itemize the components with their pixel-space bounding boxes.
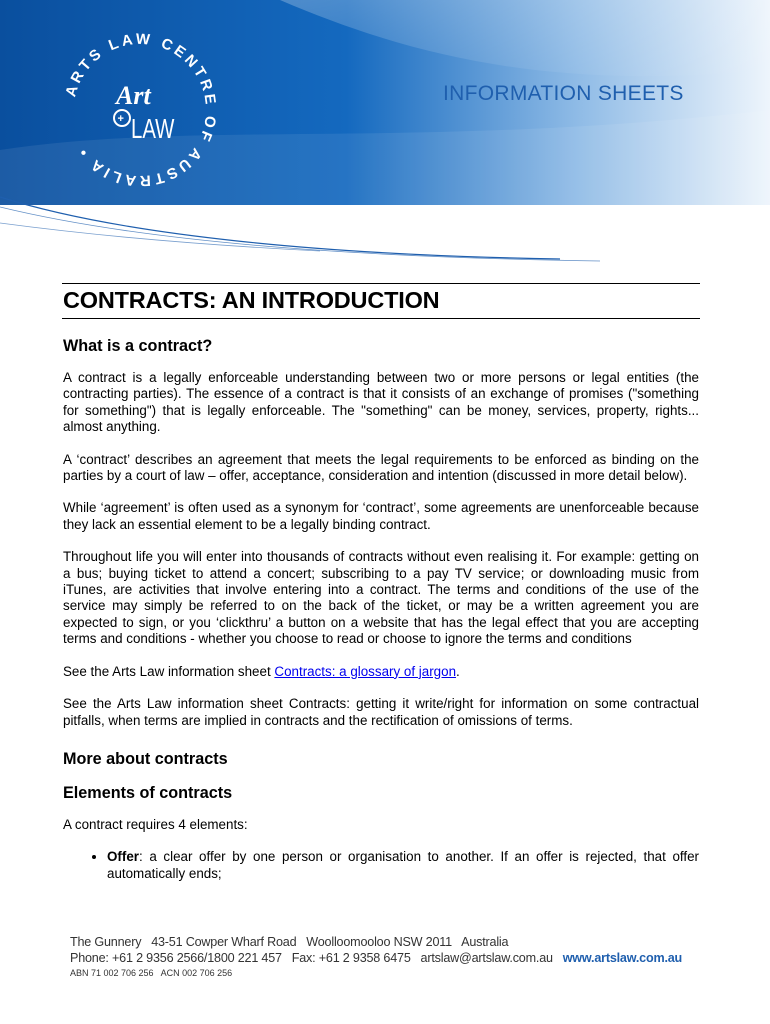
- glossary-link[interactable]: Contracts: a glossary of jargon: [274, 663, 457, 679]
- footer: [70, 935, 682, 978]
- paragraph-5-suffix: .: [456, 663, 460, 679]
- document-title: CONTRACTS: AN INTRODUCTION: [63, 287, 440, 313]
- section-heading-what-is-contract: What is a contract?: [63, 337, 213, 355]
- paragraph-2: A ‘contract’ describes an agreement that meets the legal requirements to be enforced as binding on the parties by a court of law – offer, acceptance, consideration and intention (discussed in more detail below).: [63, 451, 699, 484]
- paragraph-5: [63, 664, 699, 680]
- svg-text:ARTS LAW CENTRE OF AUSTRALIA •: ARTS LAW CENTRE OF AUSTRALIA •: [62, 30, 220, 190]
- bullet-text: : a clear offer by one person or organisation to another. If an offer is rejected, that offer automatically ends;: [107, 849, 699, 881]
- header-banner: [0, 0, 770, 205]
- title-rule-top: [62, 283, 700, 284]
- paragraph-4: Throughout life you will enter into thousands of contracts without even realising it. For example: getting on a bus; buying ticket to attend a concert; subscribing to a pay TV service; or downloading music from iTunes, are activities that involve entering into a contract. The terms and conditions of the use of the service may simply be referred to on the back of the ticket, or may be a written agreement you are expected to sign, or you ‘clickthru’ a button on a website that has the legal effect that you are accepting terms and conditions - whether you choose to read or choose to ignore the terms and conditions: [63, 549, 699, 647]
- list-item: [107, 849, 699, 882]
- arts-law-logo: [56, 26, 224, 194]
- footer-contact: [70, 951, 682, 965]
- elements-list: [63, 849, 699, 882]
- bullet-term: Offer: [107, 849, 139, 865]
- paragraph-6: See the Arts Law information sheet Contracts: getting it write/right for information on some contractual pitfalls, when terms are implied in contracts and the rectification of omissions of terms.: [63, 696, 699, 728]
- section-heading-more-about: More about contracts: [63, 749, 228, 768]
- paragraph-1: A contract is a legally enforceable understanding between two or more persons or legal entities (the contracting parties). The essence of a contract is that it consists of an exchange of promises ("something for something") that is legally enforceable. The "something" can be money, services, property, rights... almost anything.: [63, 370, 699, 435]
- title-rule-bottom: [62, 318, 700, 319]
- svg-text:Art: Art: [116, 81, 151, 110]
- paragraph-5-prefix: See the Arts Law information sheet: [63, 663, 275, 679]
- paragraph-3: While ‘agreement’ is often used as a synonym for ‘contract’, some agreements are unenforceable because they lack an essential element to be a legally binding contract.: [63, 500, 699, 532]
- decorative-curves: [0, 195, 770, 265]
- svg-text:+: +: [117, 113, 124, 125]
- document-body: [63, 336, 699, 882]
- footer-phone-fax-email: Phone: +61 2 9356 2566/1800 221 457 Fax: +61 2 9358 6475 artslaw@artslaw.com.au: [70, 951, 563, 965]
- svg-text:LAW: LAW: [131, 114, 175, 145]
- paragraph-7: A contract requires 4 elements:: [63, 816, 248, 832]
- information-sheets-title: INFORMATION SHEETS: [443, 82, 684, 105]
- footer-website-link[interactable]: www.artslaw.com.au: [562, 951, 683, 965]
- footer-abn: ABN 71 002 706 256 ACN 002 706 256: [70, 968, 233, 978]
- footer-address: The Gunnery 43-51 Cowper Wharf Road Woolloomooloo NSW 2011 Australia: [70, 935, 509, 949]
- subsection-heading-elements: Elements of contracts: [63, 783, 233, 802]
